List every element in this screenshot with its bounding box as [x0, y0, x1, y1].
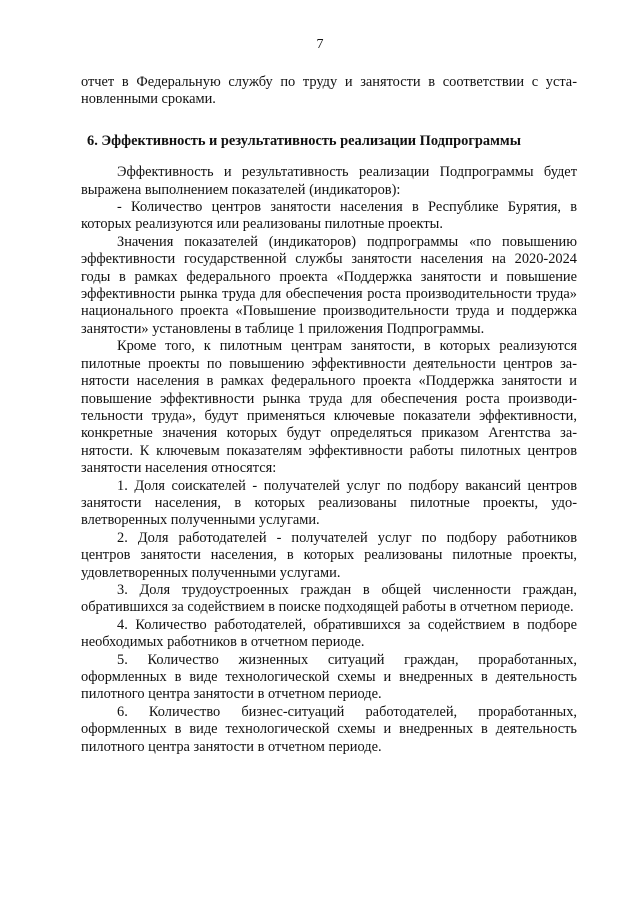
indicator-item-5: 5. Количество жизненных ситуаций граждан, проработанных, оформленных в виде технологической схемы и внедренных в деятельность пилотного центра занятости в отчетном периоде. — [81, 651, 577, 703]
indicator-item-6: 6. Количество бизнес-ситуаций работодателей, проработанных, оформленных в виде технологической схемы и внедренных в деятельность пилотного центра занятости в отчетном периоде. — [81, 703, 577, 755]
paragraph-effectiveness: Эффективность и результативность реализации Подпрограммы будет выражена выполнением показателей (индикаторов): — [81, 164, 577, 198]
page-content — [81, 74, 577, 756]
indicator-item-4: 4. Количество работодателей, обратившихся за содействием в подборе необходимых работников в отчетном периоде. — [81, 616, 577, 651]
paragraph-indicator-values: Значения показателей (индикаторов) подпрограммы «по повышению эффективности государственной службы занятости населения на 2020-2024 годы в рамках федерального проекта «Поддержка занятости и повышение эффективности рынка труда для обеспечения роста производительности труда» национального проекта «Повышение производительности труда и поддержка занятости» установлены в таблице 1 приложения Подпрограммы. — [81, 233, 577, 337]
paragraph-pilot-centers: Кроме того, к пилотным центрам занятости, в которых реализуются пилотные проекты по повышению эффективности деятельности центров занятости населения в рамках федерального проекта «Поддержка занятости и повышение эффективности рынка труда для обеспечения роста производительности труда», будут применяться ключевые показатели эффективности, конкретные значения которых будут определяться приказом Агентства занятости. К ключевым показателям эффективности работы пилотных центров занятости населения относятся: — [81, 338, 577, 477]
intro-paragraph: отчет в Федеральную службу по труду и занятости в соответствии с установленными сроками. — [81, 74, 577, 108]
indicator-item-2: 2. Доля работодателей - получателей услуг по подбору работников центров занятости населения, в которых реализованы пилотные проекты, удовлетворенных полученными услугами. — [81, 529, 577, 581]
indicator-item-1: 1. Доля соискателей - получателей услуг по подбору вакансий центров занятости населения, в которых реализованы пилотные проекты, удовлетворенных полученными услугами. — [81, 477, 577, 529]
page-number: 7 — [316, 37, 324, 52]
section-heading: 6. Эффективность и результативность реализации Подпрограммы — [87, 132, 521, 149]
indicator-item-3: 3. Доля трудоустроенных граждан в общей численности граждан, обратившихся за содействием в поиске подходящей работы в отчетном периоде. — [81, 581, 577, 616]
paragraph-indicator-count: - Количество центров занятости населения в Республике Бурятия, в которых реализуются или реализованы пилотные проекты. — [81, 199, 577, 233]
